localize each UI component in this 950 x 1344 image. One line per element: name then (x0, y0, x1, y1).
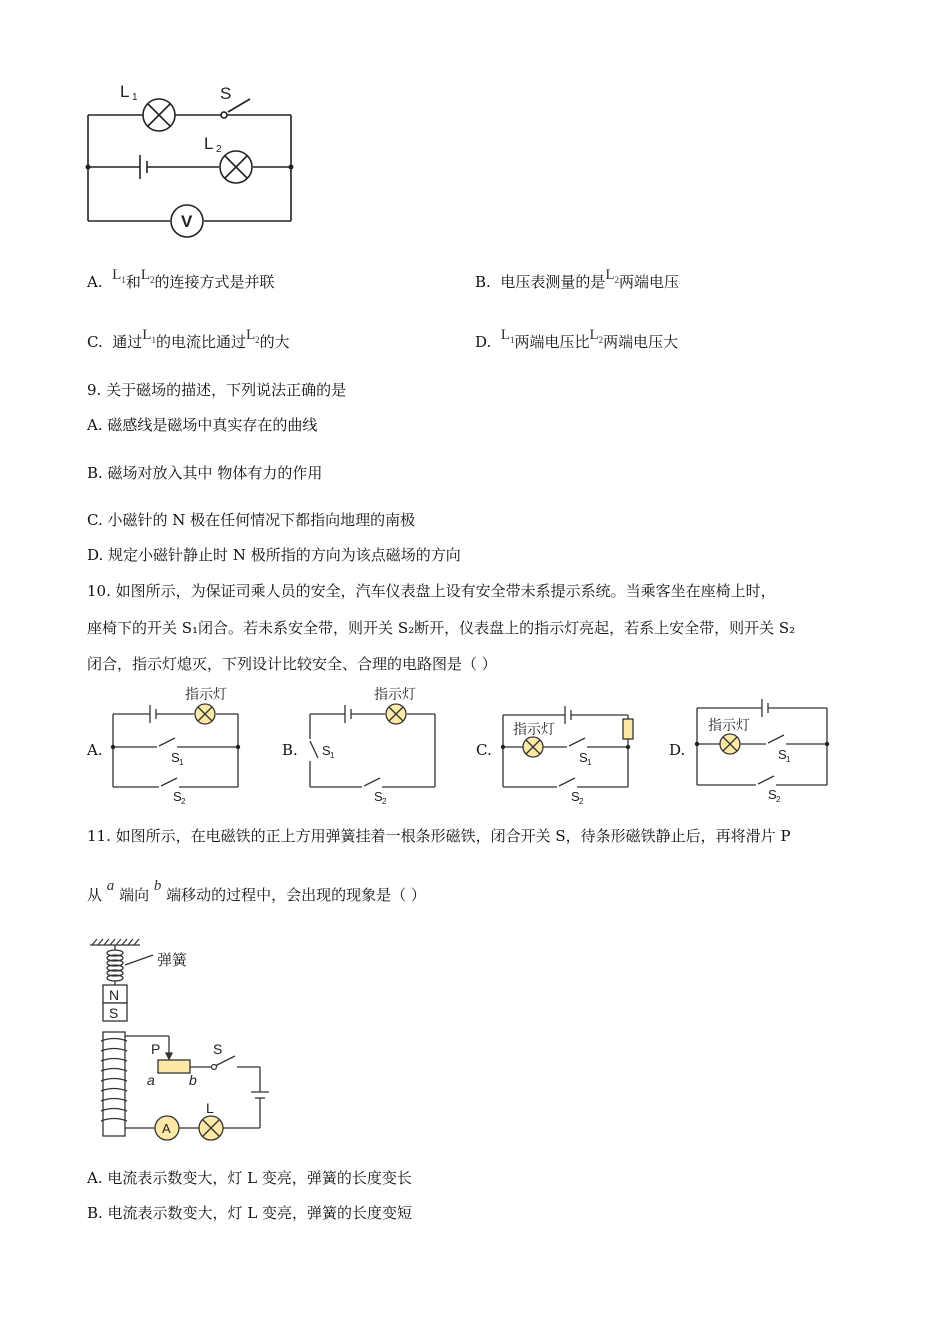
spring-label: 弹簧 (157, 951, 188, 969)
q10-stem-line1: 10. 如图所示，为保证司乘人员的安全，汽车仪表盘上设有安全带未系提示系统。当乘客坐在座椅上时， (87, 582, 776, 600)
magnet-s-label: S (109, 1005, 119, 1021)
q9-option-a[interactable]: A. 磁感线是磁场中真实存在的曲线 (87, 416, 318, 434)
q10-option-a-letter[interactable]: A. (87, 741, 103, 759)
svg-text:1: 1 (786, 755, 791, 764)
svg-text:1: 1 (330, 751, 335, 760)
q11-option-a[interactable]: A. 电流表示数变大，灯 L 变亮，弹簧的长度变长 (87, 1169, 412, 1187)
svg-text:S: S (768, 787, 777, 802)
q10-option-c-letter[interactable]: C. (476, 741, 492, 759)
q10-circuit-c[interactable] (495, 695, 645, 810)
switch-s-label: S (213, 1041, 223, 1057)
q8-option-b[interactable]: B. 电压表测量的是$L_2$两端电压 (475, 267, 680, 291)
q11-electromagnet-figure (85, 935, 295, 1145)
svg-text:S: S (571, 789, 580, 804)
l1-label: L (120, 82, 130, 101)
q10-circuit-d[interactable] (690, 690, 840, 810)
svg-text:2: 2 (579, 797, 584, 806)
rheostat-a-label: a (147, 1072, 155, 1088)
q9-stem: 9. 关于磁场的描述，下列说法正确的是 (87, 381, 347, 399)
svg-text:指示灯: 指示灯 (513, 722, 555, 738)
q11-option-b[interactable]: B. 电流表示数变大，灯 L 变亮，弹簧的长度变短 (87, 1204, 413, 1222)
switch-label: S (220, 84, 232, 103)
svg-text:1: 1 (132, 92, 138, 103)
svg-text:指示灯: 指示灯 (374, 687, 416, 703)
svg-text:1: 1 (587, 758, 592, 767)
svg-text:2: 2 (382, 797, 387, 806)
q9-option-b[interactable]: B. 磁场对放入其中 物体有力的作用 (87, 464, 323, 482)
q8-option-a[interactable]: A. $L_1$和$L_2$的连接方式是并联 (87, 267, 275, 291)
q10-option-d-letter[interactable]: D. (669, 741, 686, 759)
svg-text:S: S (171, 750, 180, 765)
q11-stem-line1: 11. 如图所示，在电磁铁的正上方用弹簧挂着一根条形磁铁，闭合开关 S，待条形磁铁静止后，再将滑片 P (87, 827, 791, 845)
l2-label: L (204, 134, 214, 153)
svg-text:S: S (778, 747, 787, 762)
q10-stem-line3: 闭合，指示灯熄灭，下列设计比较安全、合理的电路图是（ ） (87, 655, 497, 673)
svg-text:2: 2 (216, 144, 222, 155)
svg-text:S: S (173, 789, 182, 804)
slider-p-label: P (151, 1041, 161, 1057)
svg-text:指示灯: 指示灯 (708, 718, 750, 734)
svg-text:S: S (374, 789, 383, 804)
q9-option-d[interactable]: D. 规定小磁针静止时 N 极所指的方向为该点磁场的方向 (87, 546, 461, 564)
svg-text:指示灯: 指示灯 (185, 687, 227, 703)
q10-option-b-letter[interactable]: B. (282, 741, 298, 759)
svg-text:S: S (579, 750, 588, 765)
q11-stem-line2: 从 a 端向 b 端移动的过程中，会出现的现象是（ ） (87, 878, 426, 904)
rheostat-b-label: b (189, 1072, 197, 1088)
magnet-n-label: N (109, 987, 120, 1003)
q8-option-d[interactable]: D. $L_1$两端电压比$L_2$两端电压大 (475, 327, 679, 351)
q8-circuit-figure (80, 75, 310, 245)
voltmeter-label: V (181, 212, 193, 231)
q10-circuit-a[interactable] (105, 683, 255, 808)
svg-text:2: 2 (776, 795, 781, 804)
q10-circuit-b[interactable] (300, 683, 450, 808)
lamp-l-label: L (206, 1100, 214, 1116)
q9-option-c[interactable]: C. 小磁针的 N 极在任何情况下都指向地理的南极 (87, 511, 416, 529)
svg-text:1: 1 (179, 758, 184, 767)
svg-text:S: S (322, 743, 331, 758)
q8-option-c[interactable]: C. 通过$L_1$的电流比通过$L_2$的大 (87, 327, 290, 351)
svg-text:2: 2 (181, 797, 186, 806)
ammeter-label: A (162, 1121, 171, 1136)
q10-stem-line2: 座椅下的开关 S₁闭合。若未系安全带，则开关 S₂断开，仪表盘上的指示灯亮起，若系上安全带，则开关 S₂ (87, 619, 796, 637)
